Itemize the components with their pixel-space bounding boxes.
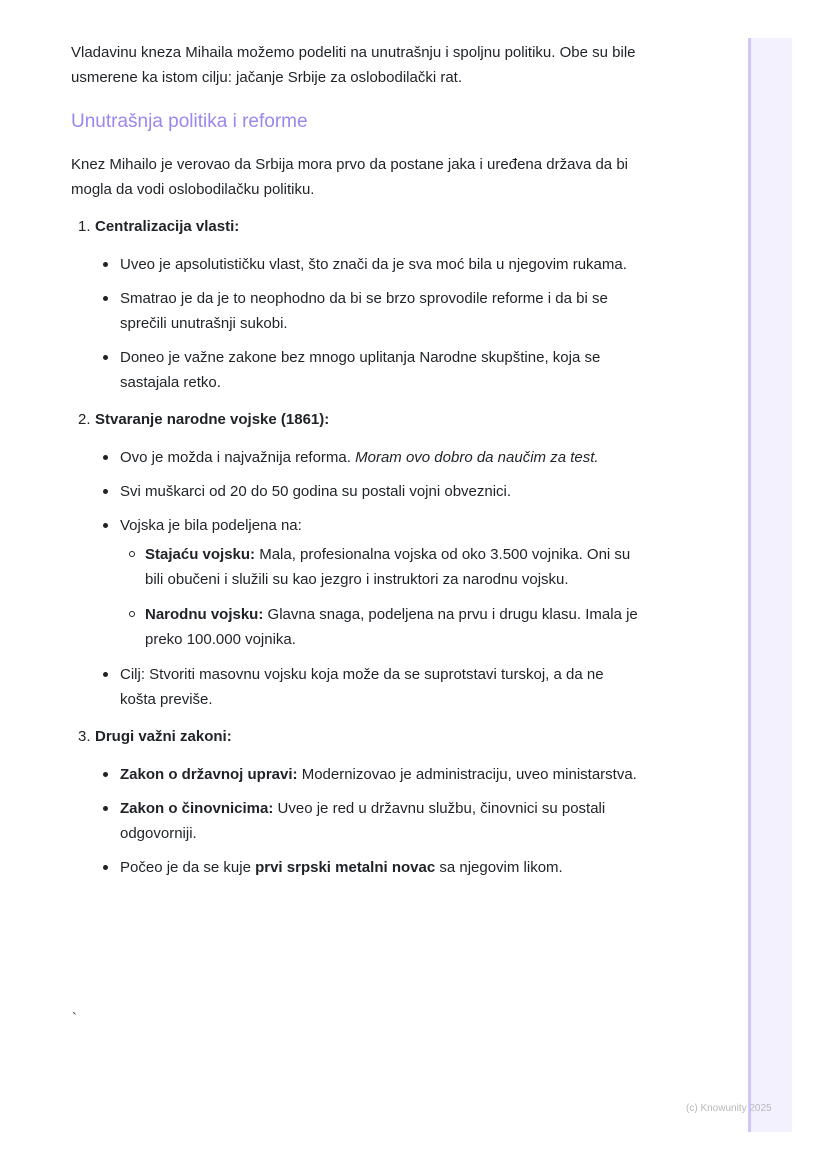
bullet-icon <box>103 772 108 777</box>
bullet-item: Svi muškarci od 20 do 50 godina su postali vojni obveznici. <box>71 479 639 504</box>
bullet-item: Zakon o činovnicima: Uveo je red u državnu službu, činovnici su postali odgovorniji. <box>71 796 639 846</box>
side-panel-border <box>748 38 751 1132</box>
stray-mark: ` <box>72 1010 77 1027</box>
bullet-icon <box>103 806 108 811</box>
item-title: Stvaranje narodne vojske (1861): <box>95 411 330 428</box>
lead-paragraph: Knez Mihailo je verovao da Srbija mora prvo da postane jaka i uređena država da bi mogla da vodi oslobodilačku politiku. <box>71 156 628 198</box>
bullet-item: Uveo je apsolutističku vlast, što znači da je sva moć bila u njegovim rukama. <box>71 252 639 277</box>
bullet-item: Smatrao je da je to neophodno da bi se brzo sprovodile reforme i da bi se sprečili unutrašnji sukobi. <box>71 286 639 336</box>
italic-note: Moram ovo dobro da naučim za test. <box>355 449 599 466</box>
bullet-list <box>71 762 639 880</box>
item-number: 3. <box>78 728 91 745</box>
bullet-item: Vojska je bila podeljena na: Stajaću vojsku: Mala, profesionalna vojska od oko 3.500 vojnika. Oni su bili obučeni i služili su kao jezgro i instruktori za narodnu vojsku. Narodnu vojsku: Glavna snaga, podeljena na prvu i drugu klasu. Imala je preko 100.000 vojnika. <box>71 513 639 652</box>
circle-bullet-icon <box>129 551 135 557</box>
bullet-list <box>71 445 639 712</box>
sub-list <box>120 542 639 652</box>
list-item-centralizacija <box>71 214 639 395</box>
bullet-item: Cilj: Stvoriti masovnu vojsku koja može da se suprotstavi turskoj, a da ne košta previše. <box>71 662 639 712</box>
page-side-panel <box>748 38 792 1132</box>
bullet-item: Počeo je da se kuje prvi srpski metalni novac sa njegovim likom. <box>71 855 639 880</box>
bullet-icon <box>103 355 108 360</box>
bullet-icon <box>103 865 108 870</box>
bullet-icon <box>103 489 108 494</box>
bullet-icon <box>103 455 108 460</box>
numbered-list <box>71 214 639 880</box>
bullet-icon <box>103 672 108 677</box>
sub-item: Narodnu vojsku: Glavna snaga, podeljena na prvu i drugu klasu. Imala je preko 100.000 vojnika. <box>120 602 639 652</box>
intro-paragraph: Vladavinu kneza Mihaila možemo podeliti na unutrašnju i spoljnu politiku. Obe su bile usmerene ka istom cilju: jačanje Srbije za oslobodilački rat. <box>71 44 636 86</box>
sub-item: Stajaću vojsku: Mala, profesionalna vojska od oko 3.500 vojnika. Oni su bili obučeni i služili su kao jezgro i instruktori za narodnu vojsku. <box>120 542 639 592</box>
item-number: 2. <box>78 411 91 428</box>
item-number: 1. <box>78 218 91 235</box>
bullet-icon <box>103 262 108 267</box>
bullet-icon <box>103 523 108 528</box>
section-heading: Unutrašnja politika i reforme <box>71 111 308 132</box>
document-body <box>71 40 639 892</box>
list-item-zakoni <box>71 724 639 880</box>
list-item-vojska <box>71 407 639 712</box>
item-title: Drugi važni zakoni: <box>95 728 232 745</box>
bullet-item: Ovo je možda i najvažnija reforma. Moram ovo dobro da naučim za test. <box>71 445 639 470</box>
bullet-list <box>71 252 639 395</box>
bullet-item: Zakon o državnoj upravi: Modernizovao je administraciju, uveo ministarstva. <box>71 762 639 787</box>
footer-copyright: (c) Knowunity 2025 <box>686 1103 772 1114</box>
bullet-item: Doneo je važne zakone bez mnogo uplitanja Narodne skupštine, koja se sastajala retko. <box>71 345 639 395</box>
bullet-icon <box>103 296 108 301</box>
item-title: Centralizacija vlasti: <box>95 218 240 235</box>
circle-bullet-icon <box>129 611 135 617</box>
